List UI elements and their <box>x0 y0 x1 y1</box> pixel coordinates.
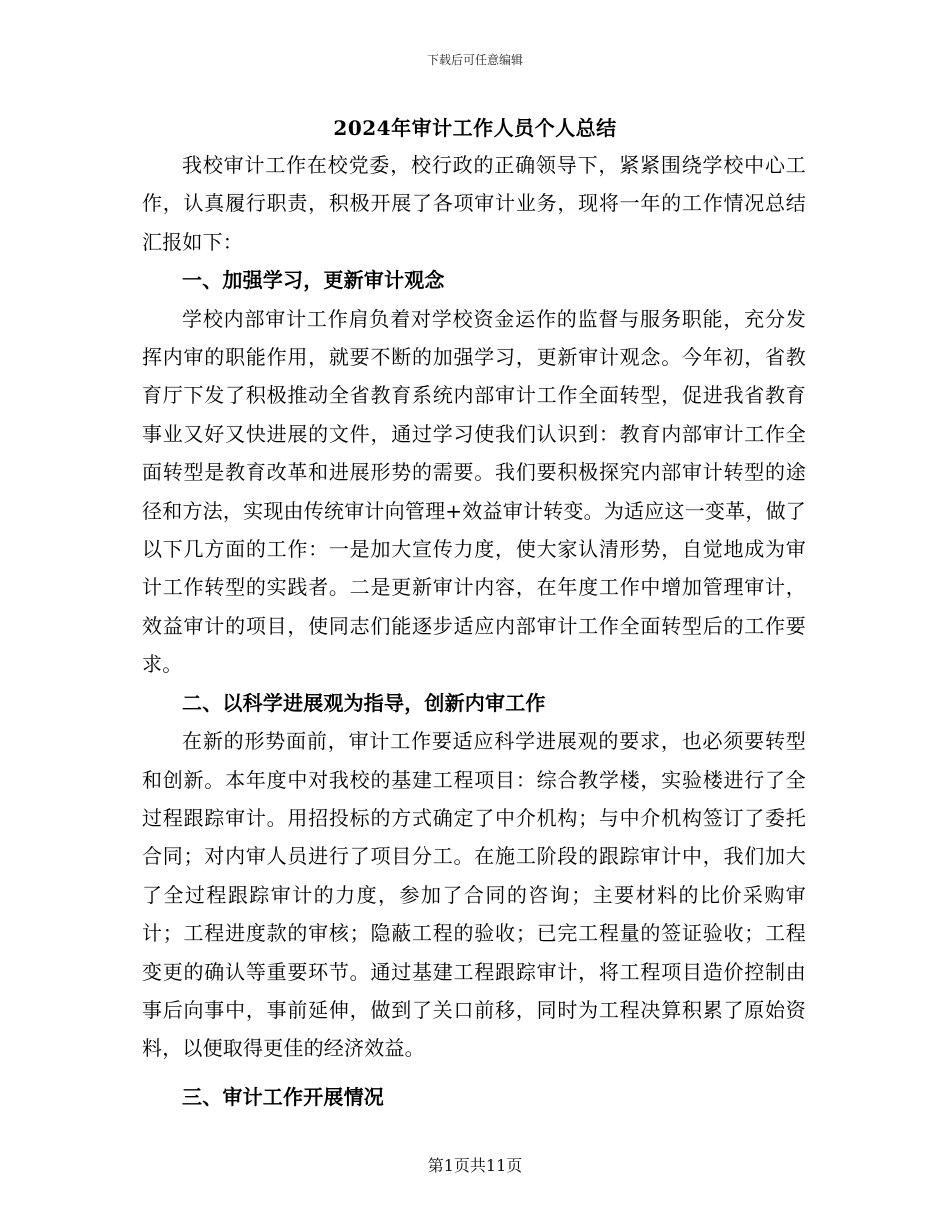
section-heading-2: 二、以科学进展观为指导，创新内审工作 <box>182 690 546 715</box>
section-body-2: 在新的形势面前，审计工作要适应科学进展观的要求，也必须要转型和创新。本年度中对我校的基建工程项目：综合教学楼，实验楼进行了全过程跟踪审计。用招投标的方式确定了中介机构；与中介机构签订了委托合同；对内审人员进行了项目分工。在施工阶段的跟踪审计中，我们加大了全过程跟踪审计的力度，参加了合同的咨询；主要材料的比价采购审计；工程进度款的审核；隐蔽工程的验收；已完工程量的签证验收；工程变更的确认等重要环节。通过基建工程跟踪审计，将工程项目造价控制由事后向事中，事前延伸，做到了关口前移，同时为工程决算积累了原始资料，以便取得更佳的经济效益。 <box>142 729 806 1061</box>
section-body-1: 学校内部审计工作肩负着对学校资金运作的监督与服务职能，充分发挥内审的职能作用，就要不断的加强学习，更新审计观念。今年初，省教育厅下发了积极推动全省教育系统内部审计工作全面转型，促进我省教育事业又好又快进展的文件，通过学习使我们认识到：教育内部审计工作全面转型是教育改革和进展形势的需要。我们要积极探究内部审计转型的途径和方法，实现由传统审计向管理+效益审计转变。为适应这一变革，做了以下几方面的工作：一是加大宣传力度，使大家认清形势，自觉地成为审计工作转型的实践者。二是更新审计内容，在年度工作中增加管理审计，效益审计的项目，使同志们能逐步适应内部审计工作全面转型后的工作要求。 <box>142 306 806 677</box>
intro-paragraph: 我校审计工作在校党委，校行政的正确领导下，紧紧围绕学校中心工作，认真履行职责，积极开展了各项审计业务，现将一年的工作情况总结汇报如下： <box>142 153 806 254</box>
page-number: 第1页共11页 <box>427 1156 523 1175</box>
document-body <box>142 146 806 1116</box>
page-header-note: 下载后可任意编辑 <box>426 53 523 67</box>
section-heading-1: 一、加强学习，更新审计观念 <box>182 268 445 293</box>
document-title: 2024年审计工作人员个人总结 <box>333 116 617 140</box>
section-heading-3: 三、审计工作开展情况 <box>182 1084 384 1109</box>
